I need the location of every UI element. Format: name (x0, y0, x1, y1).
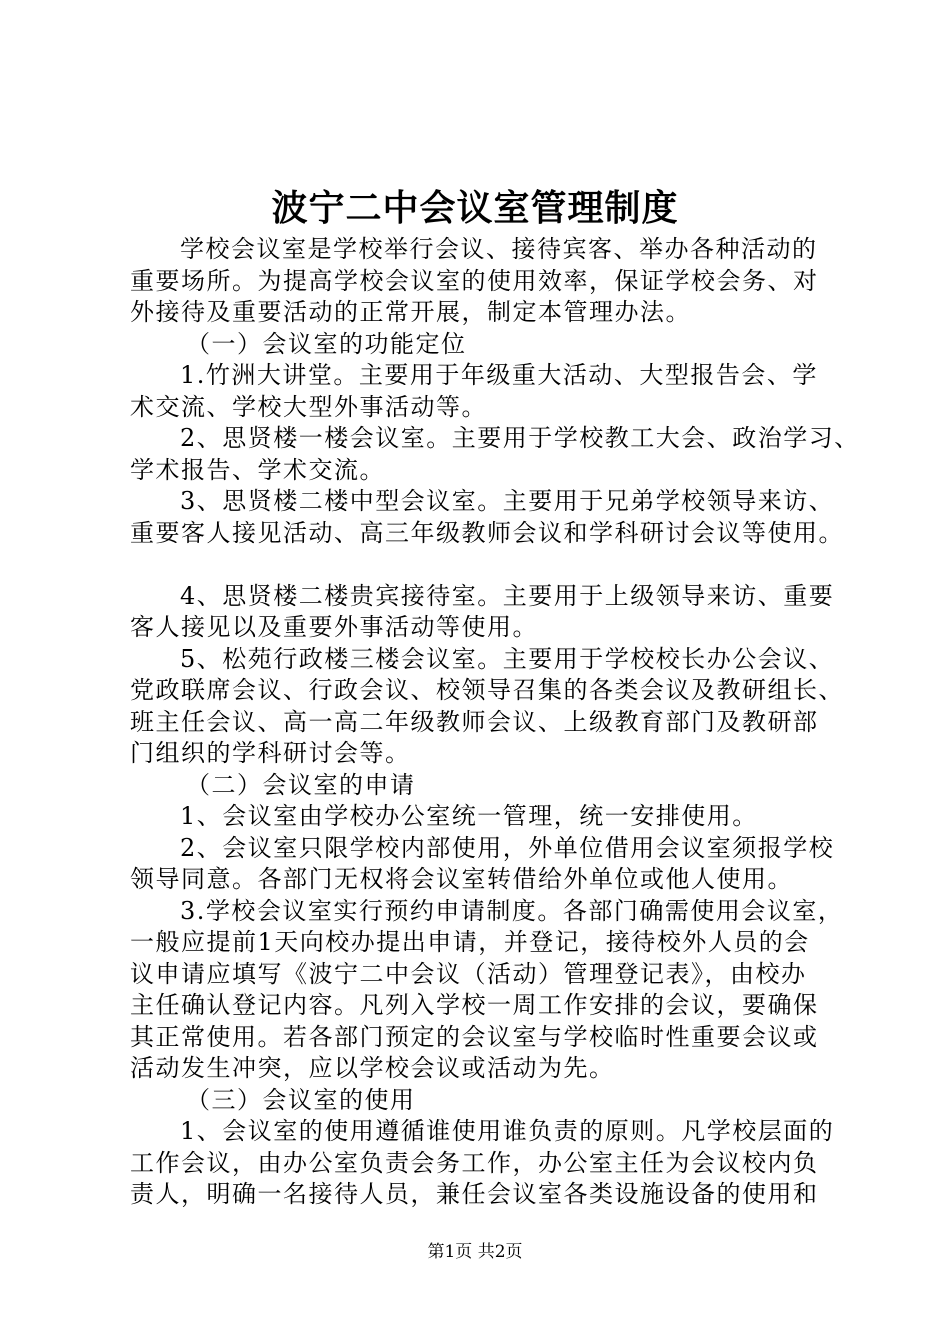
text-line: 2、思贤楼一楼会议室。主要用于学校教工大会、政治学习、 (180, 424, 860, 452)
text-line: 学术报告、学术交流。 (130, 455, 385, 484)
text-line: 1、会议室的使用遵循谁使用谁负责的原则。凡学校层面的 (180, 1117, 835, 1145)
page-footer: 第1页 共2页 (427, 1242, 523, 1262)
text-line: 一般应提前1天向校办提出申请，并登记，接待校外人员的会 (130, 928, 810, 956)
text-line: 5、松苑行政楼三楼会议室。主要用于学校校长办公会议、 (180, 644, 835, 673)
text-line: 活动发生冲突，应以学校会议或活动为先。 (130, 1054, 615, 1082)
text-line: 主任确认登记内容。凡列入学校一周工作安排的会议，要确保 (130, 991, 819, 1019)
text-line: 议申请应填写《波宁二中会议（活动）管理登记表》，由校办 (130, 959, 807, 988)
blank-line (130, 549, 842, 581)
text-line: 3.学校会议室实行预约申请制度。各部门确需使用会议室， (180, 896, 844, 925)
text-line: 重要场所。为提高学校会议室的使用效率，保证学校会务、对 (130, 266, 819, 295)
text-line: 客人接见以及重要外事活动等使用。 (130, 613, 538, 641)
text-line: 门组织的学科研讨会等。 (130, 739, 411, 767)
text-line: 术交流、学校大型外事活动等。 (130, 392, 487, 421)
text-line: 工作会议，由办公室负责会务工作，办公室主任为会议校内负 (130, 1148, 819, 1177)
section-heading: （三）会议室的使用 (186, 1085, 416, 1114)
text-line: 学校会议室是学校举行会议、接待宾客、举办各种活动的 (180, 235, 818, 263)
text-line: 其正常使用。若各部门预定的会议室与学校临时性重要会议或 (130, 1022, 819, 1051)
text-line: 重要客人接见活动、高三年级教师会议和学科研讨会议等使用。 (130, 518, 844, 547)
text-line: 责人，明确一名接待人员，兼任会议室各类设施设备的使用和 (130, 1180, 819, 1208)
text-line: 领导同意。各部门无权将会议室转借给外单位或他人使用。 (130, 865, 793, 893)
section-heading: （一）会议室的功能定位 (186, 329, 467, 358)
document-title: 波宁二中会议室管理制度 (271, 187, 679, 229)
text-line: 3、思贤楼二楼中型会议室。主要用于兄弟学校领导来访、 (180, 487, 835, 515)
section-heading: （二）会议室的申请 (186, 770, 416, 799)
text-line: 1.竹洲大讲堂。主要用于年级重大活动、大型报告会、学 (180, 361, 818, 389)
text-line: 党政联席会议、行政会议、校领导召集的各类会议及教研组长、 (130, 676, 844, 704)
text-line: 2、会议室只限学校内部使用，外单位借用会议室须报学校 (180, 833, 835, 862)
document-body (130, 234, 860, 1211)
text-line: 外接待及重要活动的正常开展，制定本管理办法。 (130, 298, 691, 326)
text-line: 4、思贤楼二楼贵宾接待室。主要用于上级领导来访、重要 (180, 581, 835, 610)
text-line: 1、会议室由学校办公室统一管理，统一安排使用。 (180, 802, 758, 830)
text-line: 班主任会议、高一高二年级教师会议、上级教育部门及教研部 (130, 707, 819, 736)
